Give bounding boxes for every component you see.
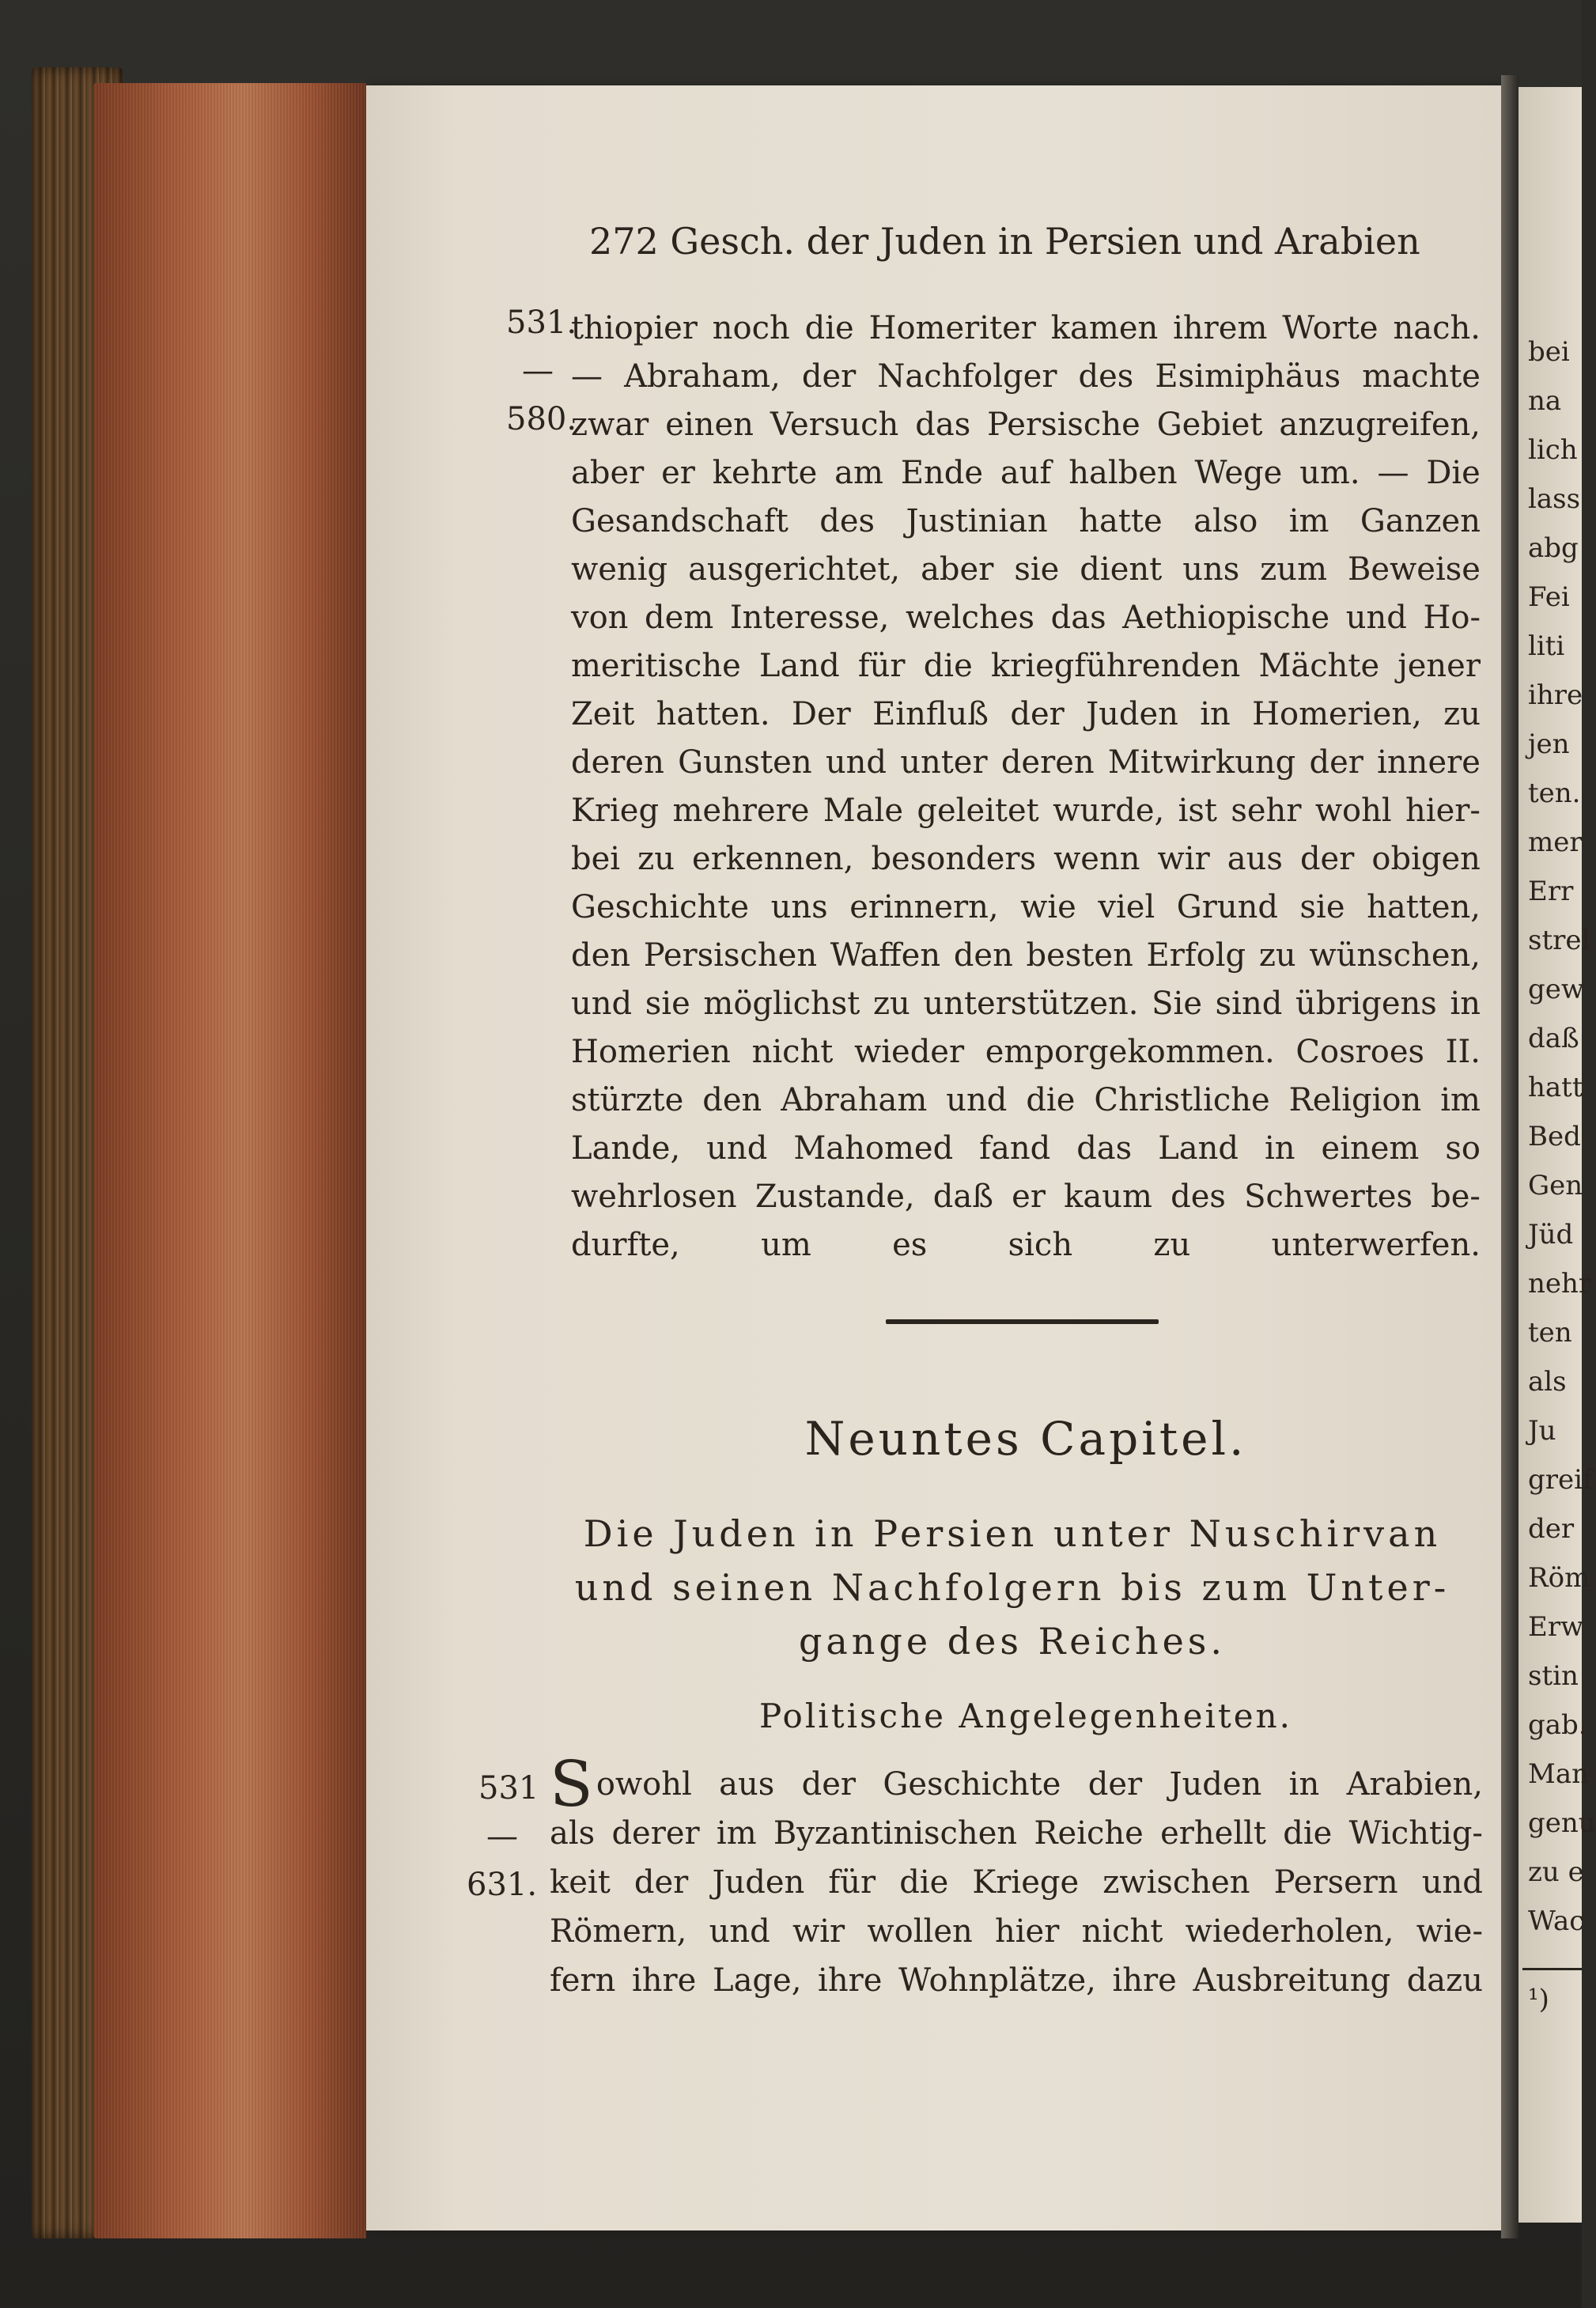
- word: Homerien,: [1252, 696, 1422, 732]
- word: für: [857, 648, 906, 684]
- text-line: [571, 401, 1481, 449]
- text-line: [571, 1221, 1481, 1269]
- chapter-subtitle: [546, 1507, 1479, 1668]
- word: Gebiet: [1156, 407, 1263, 443]
- text-line: [550, 1956, 1483, 2005]
- drop-cap: S: [550, 1747, 593, 1821]
- fragment: Wac: [1528, 1905, 1585, 1937]
- word: zu: [1443, 696, 1481, 732]
- subtitle-line: und seinen Nachfolgern bis zum Unter-: [574, 1566, 1450, 1609]
- word: thiopier: [571, 310, 698, 346]
- word: zu: [1153, 1227, 1191, 1263]
- word: Homeriter: [868, 310, 1036, 346]
- word: aber: [921, 551, 994, 588]
- word: Lage,: [713, 1962, 802, 1999]
- word: derer: [611, 1815, 700, 1852]
- text-line: [571, 546, 1481, 594]
- text-line: [571, 787, 1481, 835]
- word: obigen: [1371, 841, 1481, 877]
- word: hier-: [1405, 793, 1481, 829]
- word: das: [915, 407, 971, 443]
- word: wehrlosen: [571, 1179, 737, 1215]
- word: Religion: [1288, 1082, 1422, 1118]
- fragment: gab.: [1528, 1709, 1587, 1741]
- word: be-: [1431, 1179, 1481, 1215]
- word: Versuch: [770, 407, 899, 443]
- word: einem: [1321, 1130, 1420, 1167]
- fragment: ten.: [1528, 778, 1581, 809]
- footnote-rule: [1522, 1968, 1582, 1970]
- text-line: [571, 883, 1481, 932]
- word: Homerien: [571, 1034, 731, 1070]
- section-body-text: [550, 1747, 1483, 2005]
- margin-year-start: 531.: [506, 305, 577, 341]
- word: des: [819, 503, 876, 539]
- text-line: [571, 642, 1481, 691]
- fragment: lass: [1528, 483, 1581, 515]
- page-header: 272 Gesch. der Juden in Persien und Arabien: [589, 220, 1420, 263]
- word: kehrte: [712, 455, 818, 491]
- text-line: [550, 1907, 1483, 1956]
- fragment: Erw: [1528, 1611, 1584, 1643]
- word: keit: [550, 1864, 611, 1901]
- word: wie-: [1416, 1913, 1483, 1950]
- word: Mächte: [1258, 648, 1380, 684]
- word: hatten.: [656, 696, 770, 732]
- word: Persische: [987, 407, 1140, 443]
- word: Zeit: [571, 696, 635, 732]
- word: Mahomed: [793, 1130, 954, 1167]
- word: nicht: [1081, 1913, 1163, 1950]
- word: —: [571, 358, 603, 395]
- word: für: [828, 1864, 876, 1901]
- word: in: [1288, 1766, 1320, 1803]
- word: ausgerichtet,: [688, 551, 901, 588]
- word: Wohnplätze,: [898, 1962, 1096, 1999]
- word: aus: [719, 1766, 775, 1803]
- fragment: Err: [1528, 876, 1574, 907]
- fragment: nehr: [1528, 1268, 1592, 1300]
- word: Juden: [712, 1864, 805, 1901]
- word: der: [1010, 696, 1065, 732]
- text-line: [571, 1125, 1481, 1173]
- word: unter: [900, 744, 988, 781]
- fragment: mer: [1528, 827, 1583, 858]
- word: machte: [1362, 358, 1481, 395]
- word: Abraham: [781, 1082, 928, 1118]
- word: so: [1445, 1130, 1481, 1167]
- margin-year-start-2: 531: [478, 1770, 539, 1807]
- word: Gesandschaft: [571, 503, 789, 539]
- word: stürzte: [571, 1082, 684, 1118]
- word: sind: [1215, 986, 1283, 1022]
- word: und: [706, 1130, 768, 1167]
- word: nach.: [1393, 310, 1481, 346]
- word: erinnern,: [849, 889, 999, 925]
- text-line: [571, 980, 1481, 1028]
- word: sich: [1008, 1227, 1073, 1263]
- word: Byzantinischen: [773, 1815, 1018, 1852]
- word: Mitwirkung: [1107, 744, 1296, 781]
- word: Juden: [1086, 696, 1178, 732]
- word: als: [550, 1815, 596, 1852]
- word: Der: [791, 696, 851, 732]
- text-line-content: [596, 1760, 1483, 1809]
- fragment: stin: [1528, 1660, 1579, 1692]
- text-line: [550, 1809, 1483, 1858]
- word: anzugreifen,: [1279, 407, 1481, 443]
- word: Persischen: [643, 937, 818, 974]
- word: sie: [1299, 889, 1345, 925]
- word: dazu: [1406, 1962, 1483, 1999]
- word: viel: [1098, 889, 1155, 925]
- word: Reiche: [1034, 1815, 1144, 1852]
- fragment: lich: [1528, 434, 1578, 466]
- text-line: [571, 932, 1481, 980]
- word: meritische: [571, 648, 741, 684]
- word: zwar: [571, 407, 649, 443]
- book-gutter: [1501, 75, 1518, 2238]
- word: Gunsten: [678, 744, 812, 781]
- word: —: [1377, 455, 1409, 491]
- word: ihre: [632, 1962, 697, 1999]
- word: und: [825, 744, 887, 781]
- word: hatte: [1079, 503, 1163, 539]
- fragment: hatt: [1528, 1072, 1583, 1103]
- text-line: [571, 498, 1481, 546]
- word: Interesse,: [729, 600, 890, 636]
- word: kriegführenden: [990, 648, 1241, 684]
- word: II.: [1445, 1034, 1481, 1070]
- word: daß: [932, 1179, 993, 1215]
- word: der: [633, 1864, 689, 1901]
- word: in: [1450, 986, 1481, 1022]
- word: der: [801, 358, 857, 395]
- word: also: [1193, 503, 1258, 539]
- text-line: [571, 739, 1481, 787]
- fragment: Fei: [1528, 581, 1570, 613]
- text-line: [571, 594, 1481, 642]
- word: hier: [994, 1913, 1060, 1950]
- word: von: [571, 600, 629, 636]
- word: aus: [1227, 841, 1283, 877]
- word: sie: [1014, 551, 1060, 588]
- section-divider: [886, 1319, 1159, 1324]
- subtitle-line: gange des Reiches.: [798, 1620, 1227, 1663]
- word: uns: [770, 889, 828, 925]
- word: die: [899, 1864, 949, 1901]
- word: Cosroes: [1295, 1034, 1425, 1070]
- word: zu: [872, 986, 910, 1022]
- word: wünschen,: [1309, 937, 1481, 974]
- word: noch: [712, 310, 790, 346]
- word: mehrere: [672, 793, 810, 829]
- word: einen: [665, 407, 754, 443]
- word: und: [946, 1082, 1008, 1118]
- word: wurde,: [1053, 793, 1165, 829]
- word: im: [716, 1815, 757, 1852]
- fragment: zu e: [1528, 1856, 1584, 1888]
- word: in: [1200, 696, 1231, 732]
- word: Schwertes: [1244, 1179, 1413, 1215]
- word: erhellt: [1160, 1815, 1266, 1852]
- word: im: [1440, 1082, 1481, 1118]
- word: Arabien,: [1346, 1766, 1483, 1803]
- word: wollen: [867, 1913, 973, 1950]
- word: möglichst: [703, 986, 860, 1022]
- word: kaum: [1064, 1179, 1152, 1215]
- body-text: [571, 305, 1481, 1269]
- word: es: [892, 1227, 928, 1263]
- word: Krieg: [571, 793, 660, 829]
- fragment: Man: [1528, 1758, 1589, 1790]
- word: und: [709, 1913, 770, 1950]
- text-line: [571, 449, 1481, 498]
- fragment: ihre: [1528, 679, 1583, 711]
- word: dient: [1080, 551, 1163, 588]
- word: die: [1026, 1082, 1076, 1118]
- word: wir: [792, 1913, 845, 1950]
- word: Persern: [1273, 1864, 1398, 1901]
- fragment: strel: [1528, 925, 1590, 956]
- word: Wege: [1194, 455, 1283, 491]
- word: Waffen: [830, 937, 941, 974]
- word: wiederholen,: [1185, 1913, 1394, 1950]
- text-line: [571, 835, 1481, 883]
- word: und: [1421, 1864, 1483, 1901]
- word: zum: [1260, 551, 1327, 588]
- word: auf: [1000, 455, 1052, 491]
- word: Land: [758, 648, 840, 684]
- word: wenig: [571, 551, 668, 588]
- word: Ho-: [1423, 600, 1481, 636]
- word: Einfluß: [872, 696, 989, 732]
- word: der: [801, 1766, 857, 1803]
- word: zu: [637, 841, 675, 877]
- word: halben: [1068, 455, 1178, 491]
- fragment: ten: [1528, 1317, 1572, 1349]
- word: ihre: [1112, 1962, 1177, 1999]
- word: deren: [571, 744, 664, 781]
- word: und: [1345, 600, 1407, 636]
- word: wieder: [854, 1034, 965, 1070]
- word: am: [834, 455, 883, 491]
- word: owohl: [596, 1766, 692, 1803]
- chapter-title: Neuntes Capitel.: [804, 1412, 1247, 1466]
- word: ihre: [818, 1962, 883, 1999]
- word: Lande,: [571, 1130, 681, 1167]
- word: fand: [979, 1130, 1051, 1167]
- word: besten: [1026, 937, 1133, 974]
- word: Ende: [900, 455, 984, 491]
- word: Zustande,: [755, 1179, 915, 1215]
- word: Kriege: [972, 1864, 1080, 1901]
- word: durfte,: [571, 1227, 680, 1263]
- text-line: [550, 1858, 1483, 1907]
- word: unterstützen.: [923, 986, 1139, 1022]
- fragment: als: [1528, 1366, 1567, 1398]
- word: emporgekommen.: [985, 1034, 1275, 1070]
- word: zwischen: [1102, 1864, 1250, 1901]
- fragment: genu: [1528, 1807, 1596, 1839]
- word: welches: [905, 600, 1035, 636]
- word: wie: [1020, 889, 1076, 925]
- word: er: [661, 455, 695, 491]
- word: innere: [1377, 744, 1481, 781]
- word: wenn: [1053, 841, 1140, 877]
- word: Geschichte: [571, 889, 750, 925]
- word: Esimiphäus: [1155, 358, 1341, 395]
- word: der: [1087, 1766, 1143, 1803]
- word: sie: [645, 986, 690, 1022]
- fragment: gew: [1528, 974, 1584, 1005]
- word: aber: [571, 455, 645, 491]
- word: Christliche: [1094, 1082, 1270, 1118]
- word: hatten,: [1367, 889, 1481, 925]
- word: Worte: [1282, 310, 1379, 346]
- fragment: liti: [1528, 630, 1565, 662]
- fragment: jen: [1528, 728, 1570, 760]
- subtitle-line: Die Juden in Persien unter Nuschirvan: [583, 1512, 1442, 1555]
- fragment: Röm: [1528, 1562, 1590, 1594]
- word: jener: [1397, 648, 1481, 684]
- word: die: [1283, 1815, 1333, 1852]
- word: übrigens: [1295, 986, 1437, 1022]
- margin-dash-2: —: [486, 1818, 518, 1855]
- fragment: bei: [1528, 336, 1570, 368]
- text-line: [571, 1173, 1481, 1221]
- word: dem: [645, 600, 714, 636]
- word: in: [1264, 1130, 1295, 1167]
- word: die: [804, 310, 854, 346]
- word: zu: [1258, 937, 1296, 974]
- word: der: [1299, 841, 1355, 877]
- word: um: [761, 1227, 811, 1263]
- text-line: [571, 691, 1481, 739]
- margin-dash: —: [522, 353, 554, 389]
- text-line: [571, 305, 1481, 353]
- fragment: Jüd: [1528, 1219, 1574, 1250]
- word: Wichtig-: [1348, 1815, 1483, 1852]
- word: uns: [1182, 551, 1240, 588]
- word: Abraham,: [624, 358, 781, 395]
- footnote-marker: ¹): [1528, 1984, 1549, 2015]
- word: den: [702, 1082, 762, 1118]
- word: er: [1012, 1179, 1046, 1215]
- word: Grund: [1176, 889, 1278, 925]
- word: Justinian: [906, 503, 1048, 539]
- word: der: [1309, 744, 1363, 781]
- word: Die: [1426, 455, 1481, 491]
- text-line: [571, 353, 1481, 401]
- word: ihrem: [1173, 310, 1268, 346]
- word: des: [1171, 1179, 1226, 1215]
- word: wir: [1157, 841, 1210, 877]
- margin-year-end: 580.: [506, 401, 577, 437]
- word: nicht: [751, 1034, 834, 1070]
- word: Nachfolger: [877, 358, 1057, 395]
- word: geleitet: [917, 793, 1039, 829]
- margin-year-end-2: 631.: [467, 1867, 538, 1903]
- section-title: Politische Angelegenheiten.: [758, 1697, 1293, 1735]
- word: Römern,: [550, 1913, 687, 1950]
- fragment: greif: [1528, 1464, 1593, 1496]
- word: Aethiopische: [1122, 600, 1330, 636]
- word: das: [1050, 600, 1106, 636]
- fragment: der: [1528, 1513, 1575, 1545]
- fragment: abg: [1528, 532, 1579, 564]
- word: Erfolg: [1146, 937, 1246, 974]
- word: um.: [1299, 455, 1360, 491]
- text-line: [550, 1747, 1483, 1821]
- text-line: [571, 1028, 1481, 1076]
- page-edges: [93, 83, 366, 2238]
- word: fern: [550, 1962, 616, 1999]
- fragment: daß: [1528, 1023, 1579, 1054]
- fragment: Bed: [1528, 1121, 1581, 1152]
- word: bei: [571, 841, 621, 877]
- word: sehr: [1231, 793, 1302, 829]
- word: Beweise: [1347, 551, 1481, 588]
- word: Ganzen: [1360, 503, 1481, 539]
- fragment: Gen: [1528, 1170, 1583, 1201]
- text-line: [571, 1076, 1481, 1125]
- word: des: [1078, 358, 1134, 395]
- fragment: Ju: [1528, 1415, 1556, 1447]
- word: im: [1288, 503, 1329, 539]
- word: besonders: [871, 841, 1037, 877]
- word: Sie: [1152, 986, 1203, 1022]
- word: Male: [823, 793, 904, 829]
- word: erkennen,: [692, 841, 854, 877]
- word: die: [923, 648, 973, 684]
- word: und: [571, 986, 633, 1022]
- fragment: na: [1528, 385, 1562, 417]
- word: den: [571, 937, 631, 974]
- word: das: [1076, 1130, 1133, 1167]
- word: deren: [1000, 744, 1095, 781]
- word: Juden: [1169, 1766, 1262, 1803]
- word: kamen: [1050, 310, 1159, 346]
- word: Ausbreitung: [1193, 1962, 1391, 1999]
- word: den: [953, 937, 1013, 974]
- word: ist: [1178, 793, 1217, 829]
- word: unterwerfen.: [1271, 1227, 1481, 1263]
- word: wohl: [1314, 793, 1392, 829]
- word: Land: [1158, 1130, 1239, 1167]
- word: Geschichte: [883, 1766, 1061, 1803]
